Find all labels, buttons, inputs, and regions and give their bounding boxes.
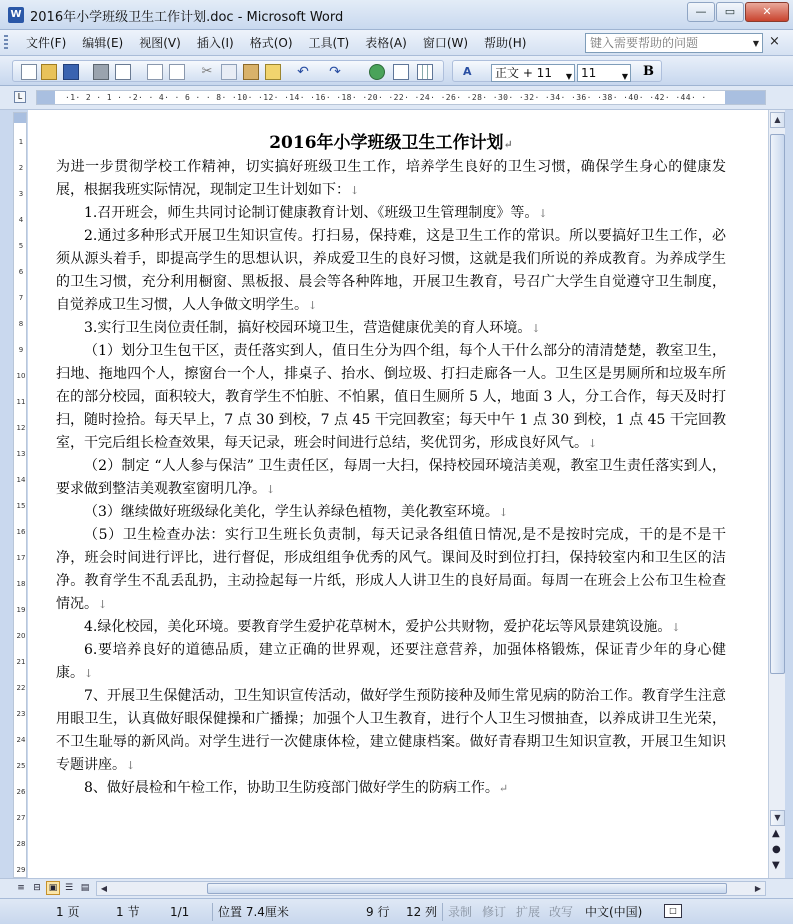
view-and-hscroll-row bbox=[0, 878, 793, 898]
paragraph-mark: ↓ bbox=[266, 483, 276, 496]
font-size-select[interactable] bbox=[577, 64, 631, 82]
chevron-down-icon[interactable]: ▼ bbox=[621, 72, 628, 81]
vertical-ruler-label: 10 bbox=[16, 372, 26, 380]
help-search-input[interactable] bbox=[585, 33, 763, 53]
hyperlink-icon[interactable] bbox=[369, 64, 385, 80]
vertical-ruler-label: 25 bbox=[16, 762, 26, 770]
paragraph-text: 4.绿化校园，美化环境。要教育学生爱护花草树木，爱护公共财物，爱护花坛等风景建筑设施。 bbox=[84, 619, 672, 635]
menu-file[interactable]: 文件(F) bbox=[26, 36, 67, 50]
paragraph-mark: ↓ bbox=[126, 759, 136, 772]
vertical-ruler-label: 5 bbox=[18, 242, 24, 250]
status-separator bbox=[212, 903, 213, 921]
menu-tools[interactable]: 工具(T) bbox=[308, 36, 350, 50]
paragraph-mark: ↓ bbox=[531, 322, 541, 335]
menu-window[interactable]: 窗口(W) bbox=[422, 36, 469, 50]
paragraph-mark: ↓ bbox=[588, 437, 598, 450]
outline-view-icon[interactable]: ☰ bbox=[64, 883, 74, 893]
paragraph-text: 为进一步贯彻学校工作精神，切实搞好班级卫生工作，培养学生良好的卫生习惯，确保学生身心的健康发展，根据我班实际情况，现制定卫生计划如下： bbox=[56, 159, 726, 198]
vertical-ruler-label: 22 bbox=[16, 684, 26, 692]
status-column: 12 列 bbox=[406, 905, 438, 919]
document-paragraph[interactable] bbox=[56, 524, 726, 616]
scroll-left-icon[interactable]: ◀ bbox=[100, 884, 108, 893]
vertical-scroll-thumb[interactable] bbox=[770, 134, 785, 674]
previous-page-icon[interactable]: ▲ bbox=[772, 828, 780, 839]
document-title-text: 2016年小学班级卫生工作计划 bbox=[269, 133, 504, 153]
vertical-ruler-label: 12 bbox=[16, 424, 26, 432]
vertical-ruler-label: 19 bbox=[16, 606, 26, 614]
menu-table[interactable]: 表格(A) bbox=[365, 36, 407, 50]
menu-items bbox=[18, 35, 534, 51]
vertical-ruler-labels bbox=[15, 129, 27, 878]
document-paragraph[interactable] bbox=[56, 317, 726, 340]
web-layout-icon[interactable]: ⊟ bbox=[33, 883, 41, 893]
spelling-status-icon[interactable]: □ bbox=[664, 904, 682, 918]
vertical-ruler-label: 9 bbox=[18, 346, 24, 354]
print-icon[interactable] bbox=[93, 64, 109, 80]
open-folder-icon[interactable] bbox=[41, 64, 57, 80]
vertical-ruler-label: 11 bbox=[16, 398, 26, 406]
vertical-ruler-label: 8 bbox=[18, 320, 24, 328]
vertical-ruler-label: 4 bbox=[18, 216, 24, 224]
help-search-placeholder: 键入需要帮助的问题 bbox=[590, 36, 699, 50]
undo-icon[interactable]: ↶ bbox=[297, 64, 309, 80]
status-language[interactable]: 中文(中国) bbox=[585, 905, 643, 919]
minimize-button[interactable]: — bbox=[687, 2, 715, 22]
status-line: 9 行 bbox=[366, 905, 390, 919]
vertical-ruler-label: 13 bbox=[16, 450, 26, 458]
document-paragraph[interactable] bbox=[56, 340, 726, 455]
paragraph-text: （1）划分卫生包干区，责任落实到人，值日生分为四个组，每个人干什么部分的清清楚楚，教室卫生，扫地、拖地四个人，擦窗台一个人，排桌子、抬水、倒垃圾、打扫走廊各一人。卫生区是男厕所和垃圾车所在的部分校园，面积较大，教育学生不怕脏、不怕累，值日生厕所 5 人，地面 3 人，分工合作，每天及时打扫，随时捡拾。每天早上，7 点 30 到校，7 点 45 干完回教室；每天中午 1 点 30 到校，1 点 45 干完回教室，干完后组长检查效果，每天记录，班会时间进行总结，奖优罚劣，形成良好风气。 bbox=[56, 343, 726, 451]
vertical-ruler-label: 3 bbox=[18, 190, 24, 198]
menu-view[interactable]: 视图(V) bbox=[139, 36, 181, 50]
insert-table-icon[interactable] bbox=[417, 64, 433, 80]
vertical-ruler-label: 16 bbox=[16, 528, 26, 536]
vertical-ruler-label: 27 bbox=[16, 814, 26, 822]
menu-edit[interactable]: 编辑(E) bbox=[82, 36, 124, 50]
bold-button[interactable]: B bbox=[643, 64, 654, 79]
save-icon[interactable] bbox=[63, 64, 79, 80]
redo-icon[interactable]: ↷ bbox=[329, 64, 341, 80]
reading-layout-icon[interactable]: ▤ bbox=[80, 883, 90, 893]
document-body[interactable] bbox=[56, 156, 726, 800]
paragraph-mark: ↓ bbox=[498, 506, 509, 519]
paragraph-mark: ↓ bbox=[98, 598, 108, 611]
left-margin-area bbox=[37, 91, 55, 105]
toolbar bbox=[0, 56, 793, 86]
status-section: 1 节 bbox=[116, 905, 140, 919]
font-size-value: 11 bbox=[581, 66, 597, 80]
vertical-ruler-label: 23 bbox=[16, 710, 26, 718]
paragraph-text: 1.召开班会，师生共同讨论制订健康教育计划、《班级卫生管理制度》等。 bbox=[84, 205, 539, 221]
document-paragraph[interactable] bbox=[56, 225, 726, 317]
document-paragraph[interactable] bbox=[56, 455, 726, 501]
scroll-right-icon[interactable]: ▶ bbox=[754, 884, 762, 893]
select-browse-object-icon[interactable]: ● bbox=[772, 844, 781, 855]
vertical-ruler[interactable] bbox=[13, 112, 27, 878]
paragraph-mark: ↓ bbox=[538, 207, 548, 220]
status-page-of: 1/1 bbox=[170, 905, 190, 919]
vertical-ruler-label: 14 bbox=[16, 476, 26, 484]
chevron-down-icon[interactable]: ▼ bbox=[752, 39, 759, 48]
format-painter-icon[interactable] bbox=[265, 64, 281, 80]
next-page-icon[interactable]: ▼ bbox=[772, 860, 780, 871]
paragraph-text: 3.实行卫生岗位责任制，搞好校园环境卫生，营造健康优美的育人环境。 bbox=[84, 320, 532, 336]
scroll-down-icon[interactable]: ▼ bbox=[770, 810, 785, 826]
research-icon[interactable] bbox=[169, 64, 185, 80]
status-track-changes[interactable]: 修订 bbox=[482, 905, 507, 919]
formatting-toolbar bbox=[452, 60, 662, 82]
paragraph-mark: ↓ bbox=[350, 184, 360, 197]
vertical-ruler-label: 7 bbox=[18, 294, 24, 302]
title-bar bbox=[0, 0, 793, 30]
vertical-ruler-label: 24 bbox=[16, 736, 26, 744]
top-margin-area bbox=[14, 113, 27, 123]
paragraph-mark: ↵ bbox=[503, 138, 513, 151]
tables-borders-icon[interactable] bbox=[393, 64, 409, 80]
paste-icon[interactable] bbox=[243, 64, 259, 80]
vertical-ruler-label: 29 bbox=[16, 866, 26, 874]
tab-selector[interactable]: L bbox=[14, 91, 26, 103]
paragraph-text: （2）制定 “人人参与保洁” 卫生责任区，每周一大扫，保持校园环境洁美观，教室卫生责任落实到人，要求做到整洁美观教室窗明几净。 bbox=[56, 458, 726, 497]
vertical-ruler-label: 2 bbox=[18, 164, 24, 172]
vertical-ruler-label: 17 bbox=[16, 554, 26, 562]
menu-help[interactable]: 帮助(H) bbox=[484, 36, 527, 50]
document-paragraph[interactable] bbox=[56, 777, 726, 800]
restore-button[interactable]: ▭ bbox=[716, 2, 744, 22]
new-document-icon[interactable] bbox=[21, 64, 37, 80]
paragraph-text: 6.要培养良好的道德品质，建立正确的世界观，还要注意营养，加强体格锻炼，保证青少年的身心健康。 bbox=[56, 642, 726, 681]
vertical-scrollbar[interactable] bbox=[768, 110, 785, 878]
menu-format[interactable]: 格式(O) bbox=[249, 36, 293, 50]
close-button[interactable]: ✕ bbox=[745, 2, 789, 22]
chevron-down-icon[interactable]: ▼ bbox=[565, 72, 572, 81]
document-title bbox=[56, 130, 726, 156]
vertical-ruler-label: 26 bbox=[16, 788, 26, 796]
window-controls bbox=[687, 2, 789, 22]
paragraph-mark: ↵ bbox=[498, 782, 509, 795]
document-area[interactable] bbox=[28, 110, 768, 878]
scroll-up-icon[interactable]: ▲ bbox=[770, 112, 785, 128]
paragraph-mark: ↓ bbox=[671, 621, 681, 634]
status-separator bbox=[442, 903, 443, 921]
horizontal-scrollbar[interactable] bbox=[96, 881, 766, 896]
window-title: 2016年小学班级卫生工作计划.doc - Microsoft Word bbox=[30, 10, 344, 25]
print-layout-icon[interactable]: ▣ bbox=[46, 881, 60, 895]
document-paragraph[interactable] bbox=[56, 501, 726, 524]
paragraph-text: （3）继续做好班级绿化美化，学生认养绿色植物，美化教室环境。 bbox=[84, 504, 499, 520]
vertical-ruler-label: 28 bbox=[16, 840, 26, 848]
close-document-button[interactable]: × bbox=[769, 34, 780, 49]
document-paragraph[interactable] bbox=[56, 156, 726, 202]
style-select[interactable] bbox=[491, 64, 575, 82]
copy-icon[interactable] bbox=[221, 64, 237, 80]
status-record[interactable]: 录制 bbox=[448, 905, 473, 919]
document-paragraph[interactable] bbox=[56, 202, 726, 225]
word-app-icon[interactable]: W bbox=[8, 7, 24, 23]
horizontal-ruler[interactable] bbox=[36, 90, 766, 105]
document-paragraph[interactable] bbox=[56, 685, 726, 777]
ruler-labels: ·1· 2 · 1 · ·2· · 4· · 6 · · 8· ·10· ·12· ·14· ·16· ·18· ·20· ·22· ·24· ·26· ·28· ·30· ·32· ·34· ·36· ·38· ·40· ·42· ·44· · bbox=[65, 93, 707, 102]
paragraph-mark: ↓ bbox=[84, 667, 94, 680]
paragraph-text: 7、开展卫生保健活动，卫生知识宣传活动，做好学生预防接种及师生常见病的防治工作。教育学生注意用眼卫生，认真做好眼保健操和广播操；加强个人卫生教育，进行个人卫生习惯抽查，以养成讲卫生光荣，不卫生耻辱的新风尚。对学生进行一次健康体检，建立健康档案。做好青春期卫生知识宣教，开展卫生知识专题讲座。 bbox=[56, 688, 726, 773]
menu-insert[interactable]: 插入(I) bbox=[196, 36, 234, 50]
right-margin-area bbox=[725, 91, 765, 105]
menu-grip[interactable] bbox=[4, 35, 8, 51]
vertical-ruler-label: 18 bbox=[16, 580, 26, 588]
normal-view-icon[interactable]: ≡ bbox=[17, 883, 25, 893]
paragraph-text: 2.通过多种形式开展卫生知识宣传。打扫易，保持难，这是卫生工作的常识。所以要搞好卫生工作，必须从源头着手，即提高学生的思想认识，养成爱卫生的良好习惯，这就是我们所说的养成教育。为养成学生的卫生习惯，充分利用橱窗、黑板报、晨会等各种阵地，开展卫生教育，号召广大学生自觉遵守卫生制度，自觉养成卫生习惯，人人争做文明学生。 bbox=[56, 228, 726, 313]
style-select-value: 正文 + 11 bbox=[495, 66, 552, 80]
document-paragraph[interactable] bbox=[56, 639, 726, 685]
status-bar bbox=[0, 898, 793, 924]
styles-icon[interactable]: A bbox=[463, 65, 472, 78]
status-position: 位置 7.4厘米 bbox=[218, 905, 289, 919]
document-paragraph[interactable] bbox=[56, 616, 726, 639]
print-preview-icon[interactable] bbox=[115, 64, 131, 80]
paragraph-text: 8、做好晨检和午检工作，协助卫生防疫部门做好学生的防病工作。 bbox=[84, 780, 499, 796]
horizontal-scroll-thumb[interactable] bbox=[207, 883, 727, 894]
vertical-ruler-label: 20 bbox=[16, 632, 26, 640]
paragraph-mark: ↓ bbox=[308, 299, 318, 312]
menu-bar bbox=[0, 30, 793, 56]
status-extend[interactable]: 扩展 bbox=[516, 905, 541, 919]
vertical-ruler-label: 1 bbox=[18, 138, 24, 146]
status-page: 1 页 bbox=[56, 905, 80, 919]
standard-toolbar bbox=[12, 60, 444, 82]
vertical-ruler-label: 21 bbox=[16, 658, 26, 666]
vertical-ruler-label: 6 bbox=[18, 268, 24, 276]
ruler-row bbox=[0, 86, 793, 110]
spelling-icon[interactable] bbox=[147, 64, 163, 80]
document-page[interactable] bbox=[56, 130, 726, 800]
paragraph-text: （5）卫生检查办法：实行卫生班长负责制，每天记录各组值日情况,是不是按时完成，干的是不是干净，班会时间进行评比，进行督促，形成组组争优秀的风气。课间及时到位打扫，保持较室内和卫生区的洁净。教育学生不乱丢乱扔，主动捡起每一片纸，形成人人讲卫生的良好局面。每周一在班会上公布卫生检查情况。 bbox=[56, 527, 726, 612]
vertical-ruler-label: 15 bbox=[16, 502, 26, 510]
cut-icon[interactable]: ✂ bbox=[201, 64, 213, 79]
status-overtype[interactable]: 改写 bbox=[549, 905, 574, 919]
